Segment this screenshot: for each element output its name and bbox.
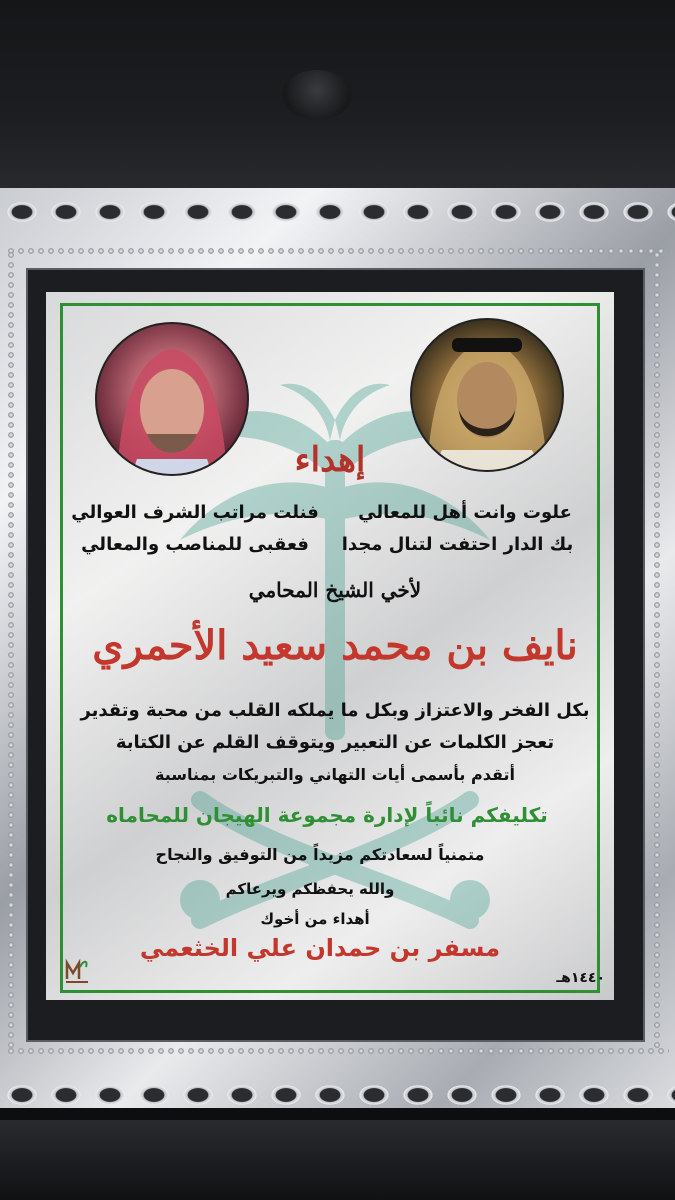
- background-bottom: [0, 1120, 675, 1200]
- body-line-1: بكل الفخر والاعتزاز وبكل ما يملكه القلب من محبة وتقدير: [80, 700, 590, 721]
- frame-bottom-beads: [0, 1076, 675, 1114]
- body-line-3: أتقدم بأسمى أيات التهاني والتبريكات بمناسبة: [155, 765, 515, 784]
- poem-line2-left: فعقبى للمناصب والمعالي: [81, 534, 309, 555]
- frame-right-dots: [652, 250, 662, 1050]
- dedication-line: لأخي الشيخ المحامي: [248, 578, 422, 602]
- maker-logo-icon: [64, 955, 90, 985]
- body-line-2: تعجز الكلمات عن التعبير ويتوقف القلم عن الكتابة: [115, 732, 555, 753]
- frame-left-dots: [6, 250, 16, 1050]
- frame-bottom-dots: [6, 1046, 669, 1056]
- honoree-name: نايف بن محمد سعيد الأحمري: [92, 622, 578, 669]
- frame-top-dots: [6, 246, 669, 256]
- poem-line1-left: فنلت مراتب الشرف العوالي: [71, 502, 319, 523]
- from-label: أهداء من أخوك: [260, 910, 370, 928]
- frame-top-beads: [0, 193, 675, 231]
- sender-name: مسفر بن حمدان علي الخثعمي: [139, 934, 501, 962]
- heading-title: إهداء: [294, 440, 366, 480]
- poem-line2-right: بك الدار احتفت لتنال مجدا: [341, 534, 574, 555]
- wish-line: متمنياً لسعادتكم مزيداً من التوفيق والنجاح: [155, 845, 485, 864]
- wall-hook: [282, 70, 352, 120]
- prayer-line: والله يحفظكم ويرعاكم: [225, 880, 395, 898]
- appointment-line: تكليفكم نائباً لإدارة مجموعة الهيجان للمحاماه: [106, 803, 548, 827]
- hijri-date: ١٤٤٠هـ: [556, 970, 605, 986]
- poem-line1-right: علوت وانت أهل للمعالي: [358, 502, 572, 523]
